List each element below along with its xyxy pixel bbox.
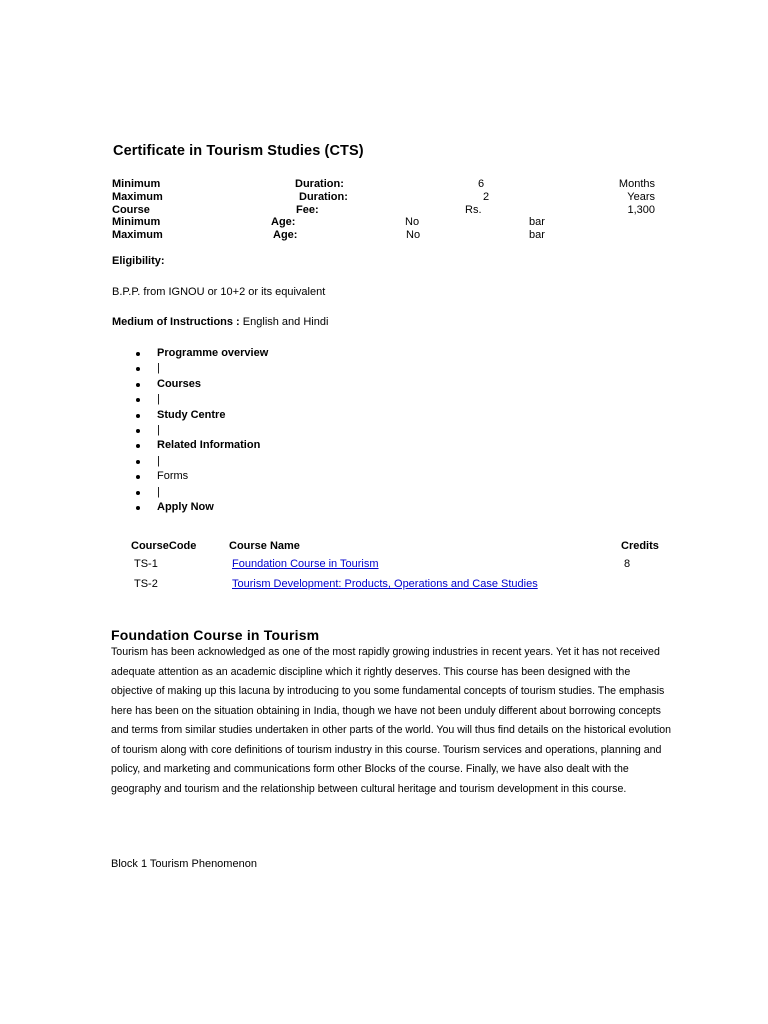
detail-label: Minimum (112, 216, 161, 228)
nav-item-study-centre[interactable]: Study Centre (130, 408, 268, 423)
detail-field: Age: (271, 216, 296, 228)
detail-unit: Years (627, 191, 655, 203)
eligibility-text: B.P.P. from IGNOU or 10+2 or its equivalent (112, 286, 326, 298)
bullet-icon (136, 352, 140, 356)
column-header-code: CourseCode (131, 540, 197, 552)
nav-item-programme-overview[interactable]: Programme overview (130, 346, 268, 361)
bullet-icon (136, 414, 140, 418)
course-code: TS-2 (134, 578, 158, 590)
course-link-development[interactable]: Tourism Development: Products, Operations and Case Studies (232, 578, 538, 590)
bullet-icon (136, 444, 140, 448)
detail-label: Maximum (112, 229, 163, 241)
detail-label: Minimum (112, 178, 161, 190)
bullet-icon (136, 491, 140, 495)
bullet-icon (136, 398, 140, 402)
nav-separator: | (130, 454, 268, 469)
detail-unit: Months (618, 178, 655, 190)
detail-unit: bar (529, 229, 545, 241)
detail-field: Age: (273, 229, 298, 241)
detail-field: Fee: (296, 204, 319, 216)
bullet-icon (136, 475, 140, 479)
nav-separator: | (130, 361, 268, 376)
column-header-name: Course Name (229, 540, 300, 552)
bullet-icon (136, 429, 140, 433)
detail-unit: bar (529, 216, 545, 228)
bullet-icon (136, 506, 140, 510)
nav-item-courses[interactable]: Courses (130, 377, 268, 392)
bullet-icon (136, 367, 140, 371)
block-label: Block 1 Tourism Phenomenon (111, 858, 257, 870)
medium-of-instruction (112, 316, 328, 328)
detail-field: Duration: (295, 178, 344, 190)
nav-separator: | (130, 423, 268, 438)
detail-field: Duration: (299, 191, 348, 203)
medium-label: Medium of Instructions : (112, 316, 240, 328)
detail-value: Rs. (465, 204, 482, 216)
detail-value: 6 (478, 178, 485, 190)
detail-unit: 1,300 (627, 204, 655, 216)
section-body: Tourism has been acknowledged as one of the most rapidly growing industries in recent years. Yet it has not received adequate attention as an academic discipline which it rightly deserves. This course has been designed with the objective of making up this lacuna by introducing to you some fundamental concepts of tourism studies. The emphasis here has been on the situation obtaining in India, though we have not been unduly different about borrowing concepts and terms from similar studies undertaken in other parts of the world. You will thus find details on the historical evolution of tourism along with core definitions of tourism industry in this course. Tourism services and operations, planning and policy, and marketing and communications form other Blocks of the course. Finally, we have also dealt with the geography and tourism and the relationship between cultural heritage and tourism development in this course. (111, 646, 671, 795)
course-code: TS-1 (134, 558, 158, 570)
detail-value: No (406, 229, 421, 241)
detail-label: Maximum (112, 191, 163, 203)
programme-nav (130, 346, 268, 515)
medium-value: English and Hindi (242, 316, 329, 328)
nav-item-apply-now[interactable]: Apply Now (130, 500, 268, 515)
course-link-foundation[interactable]: Foundation Course in Tourism (232, 558, 379, 570)
page-title: Certificate in Tourism Studies (CTS) (113, 143, 364, 159)
detail-label: Course (112, 204, 150, 216)
nav-item-related-information[interactable]: Related Information (130, 438, 268, 453)
column-header-credits: Credits (621, 540, 659, 552)
detail-value: No (405, 216, 420, 228)
bullet-icon (136, 460, 140, 464)
bullet-icon (136, 383, 140, 387)
section-heading: Foundation Course in Tourism (111, 627, 320, 643)
eligibility-label: Eligibility: (112, 255, 165, 267)
course-credits: 8 (624, 558, 631, 570)
nav-separator: | (130, 485, 268, 500)
nav-separator: | (130, 392, 268, 407)
nav-item-forms[interactable]: Forms (130, 469, 268, 484)
detail-value: 2 (483, 191, 490, 203)
